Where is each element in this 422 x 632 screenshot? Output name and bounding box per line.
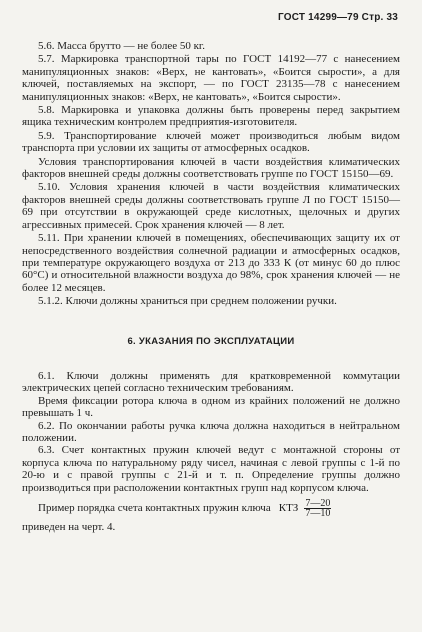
paragraph-5-9: 5.9. Транспортирование ключей может производиться любым видом транспорта при условии их защиты от атмосферных осадков.	[22, 129, 400, 155]
paragraph-5-11: 5.11. При хранении ключей в помещениях, обеспечивающих защиту их от непосредственного воздействия солнечной радиации и атмосферных осадков, при температуре окружающего воздуха от 213 до 333 К (от минус 60 до плюс 60°С) и относительной влажности воздуха до 98%, срок хранения ключей — не более 12 месяцев.	[22, 232, 400, 294]
document-body	[22, 40, 400, 533]
example-line	[22, 499, 400, 518]
section-title: 6. УКАЗАНИЯ ПО ЭКСПЛУАТАЦИИ	[127, 335, 295, 347]
paragraph-fixation-time: Время фиксации ротора ключа в одном из крайних положений не должно превышать 1 ч.	[22, 394, 400, 420]
paragraph-5-8: 5.8. Маркировка и упаковка должны быть проверены перед закрытием ящика техническим контролем предприятия-изготовителя.	[22, 104, 400, 129]
paragraph-drawing-reference: приведен на черт. 4.	[22, 521, 116, 533]
fraction-denominator: 7—10	[305, 508, 331, 519]
example-designation: КТЗ	[278, 502, 299, 514]
paragraph-5-7: 5.7. Маркировка транспортной тары по ГОСТ 14192—77 с нанесением манипуляционных знаков: «Верх, не кантовать», «Боится сырости», а для ключей, поставляемых на экспорт, — по ГОСТ 23135—78 с нанесением манипуляционных знаков: «Верх, не кантовать», «Боится сырости».	[22, 53, 400, 103]
example-fraction	[304, 499, 331, 518]
page-header: ГОСТ 14299—79 Стр. 33	[278, 12, 398, 23]
paragraph-5-1-2: 5.1.2. Ключи должны храниться при среднем положении ручки.	[38, 295, 337, 308]
paragraph-transport-conditions: Условия транспортирования ключей в части воздействия климатических факторов внешней среды должны соответствовать группе по ГОСТ 15150—69.	[22, 155, 400, 181]
paragraph-6-1: 6.1. Ключи должны применять для кратковременной коммутации электрических цепей согласно техническим требованиям.	[22, 369, 400, 395]
fraction-numerator: 7—20	[305, 498, 331, 509]
paragraph-5-6: 5.6. Масса брутто — не более 50 кг.	[38, 40, 205, 52]
paragraph-6-2: 6.2. По окончании работы ручка ключа должна находиться в нейтральном положении.	[22, 419, 400, 444]
paragraph-5-10: 5.10. Условия хранения ключей в части воздействия климатических факторов внешней среды должны соответствовать группе Л по ГОСТ 15150—69 при отсутствии в окружающей среде кислотных, щелочных и других агрессивных примесей. Срок хранения ключей — 8 лет.	[22, 181, 400, 231]
paragraph-6-3: 6.3. Счет контактных пружин ключей ведут с монтажной стороны от корпуса ключа по натуральному ряду чисел, начиная с левой группы с 1-й по 20-ю и с правой группы с 21-й и т. п. Определение группы должно производиться при расположении контактных групп над корпусом ключа.	[22, 444, 400, 494]
example-text: Пример порядка счета контактных пружин ключа	[38, 502, 271, 514]
